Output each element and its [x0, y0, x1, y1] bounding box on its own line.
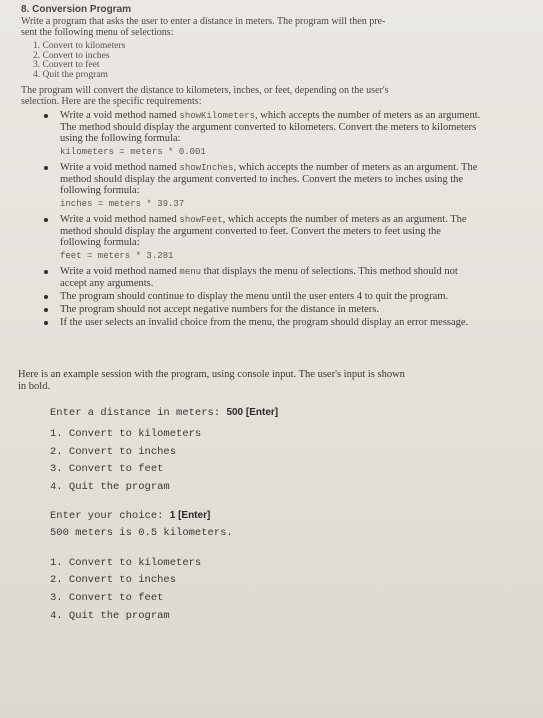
formula: inches = meters * 39.37 [60, 199, 185, 209]
requirement-item: Write a void method named menu that displays the menu of selections. This method should not accept any arguments. [44, 266, 484, 289]
console-line: 2. Convert to inches [50, 446, 177, 458]
console-line: 3. Convert to feet [50, 592, 164, 604]
requirements-list [44, 110, 484, 330]
description-line: selection. Here are the specific requirements: [21, 96, 202, 107]
example-intro-line: in bold. [18, 380, 51, 392]
example-intro-line: Here is an example session with the program, using console input. The user's input is shown [18, 369, 405, 380]
console-line: 3. Convert to feet [50, 463, 164, 475]
console-line [50, 510, 210, 522]
formula: feet = meters * 3.281 [60, 251, 174, 261]
bullet-icon [44, 166, 48, 170]
description-line: The program will convert the distance to kilometers, inches, or feet, depending on the user's [21, 85, 389, 96]
requirement-item: If the user selects an invalid choice from the menu, the program should display an error message. [44, 317, 484, 328]
console-prompt: Enter a distance in meters: [50, 407, 227, 419]
method-name: showInches [179, 163, 234, 173]
menu-item: 1. Convert to kilometers [33, 41, 126, 51]
menu-list [33, 42, 125, 80]
bullet-icon [44, 295, 48, 299]
user-input: 500 [Enter] [226, 407, 279, 418]
user-input: 1 [Enter] [169, 510, 211, 521]
requirement-item: Write a void method named showInches, which accepts the number of meters as an argument. The method should display the argument converted to inches. Convert the meters to inches using the following formula: inches = meters * 39.37 [44, 162, 484, 210]
menu-item: 2. Convert to inches [33, 50, 110, 61]
description-paragraph [21, 85, 389, 107]
console-line: 4. Quit the program [50, 481, 170, 493]
requirement-item: The program should not accept negative numbers for the distance in meters. [44, 304, 484, 315]
intro-line: Write a program that asks the user to enter a distance in meters. The program will then pre- [21, 16, 386, 27]
console-line: 1. Convert to kilometers [50, 557, 202, 569]
requirement-item: Write a void method named showKilometers, which accepts the number of meters as an argument. The method should display the argument converted to kilometers. Convert the meters to kilometers using the following formula: kilometers = meters * 0.001 [44, 110, 484, 158]
method-name: showFeet [179, 215, 223, 225]
bullet-icon [44, 308, 48, 312]
console-prompt: Enter your choice: [50, 510, 170, 522]
console-line: 500 meters is 0.5 kilometers. [50, 527, 233, 539]
example-intro [18, 369, 405, 392]
intro-line: sent the following menu of selections: [21, 27, 174, 38]
bullet-icon [44, 218, 48, 222]
menu-item: 3. Convert to feet [33, 60, 100, 70]
console-line [50, 407, 278, 419]
intro-paragraph [21, 16, 385, 38]
console-line: 4. Quit the program [50, 610, 170, 622]
bullet-icon [44, 321, 48, 325]
bullet-icon [44, 114, 48, 118]
bullet-icon [44, 270, 48, 274]
section-title: 8. Conversion Program [21, 4, 132, 15]
requirement-item: The program should continue to display the menu until the user enters 4 to quit the program. [44, 291, 484, 302]
console-line: 1. Convert to kilometers [50, 428, 202, 440]
formula: kilometers = meters * 0.001 [60, 147, 206, 157]
method-name: menu [179, 267, 202, 277]
console-line: 2. Convert to inches [50, 574, 177, 586]
method-name: showKilometers [179, 111, 256, 121]
requirement-item: Write a void method named showFeet, which accepts the number of meters as an argument. The method should display the argument converted to feet. Convert the meters to feet using the following formula: feet = meters * 3.281 [44, 214, 484, 262]
menu-item: 4. Quit the program [33, 69, 108, 80]
